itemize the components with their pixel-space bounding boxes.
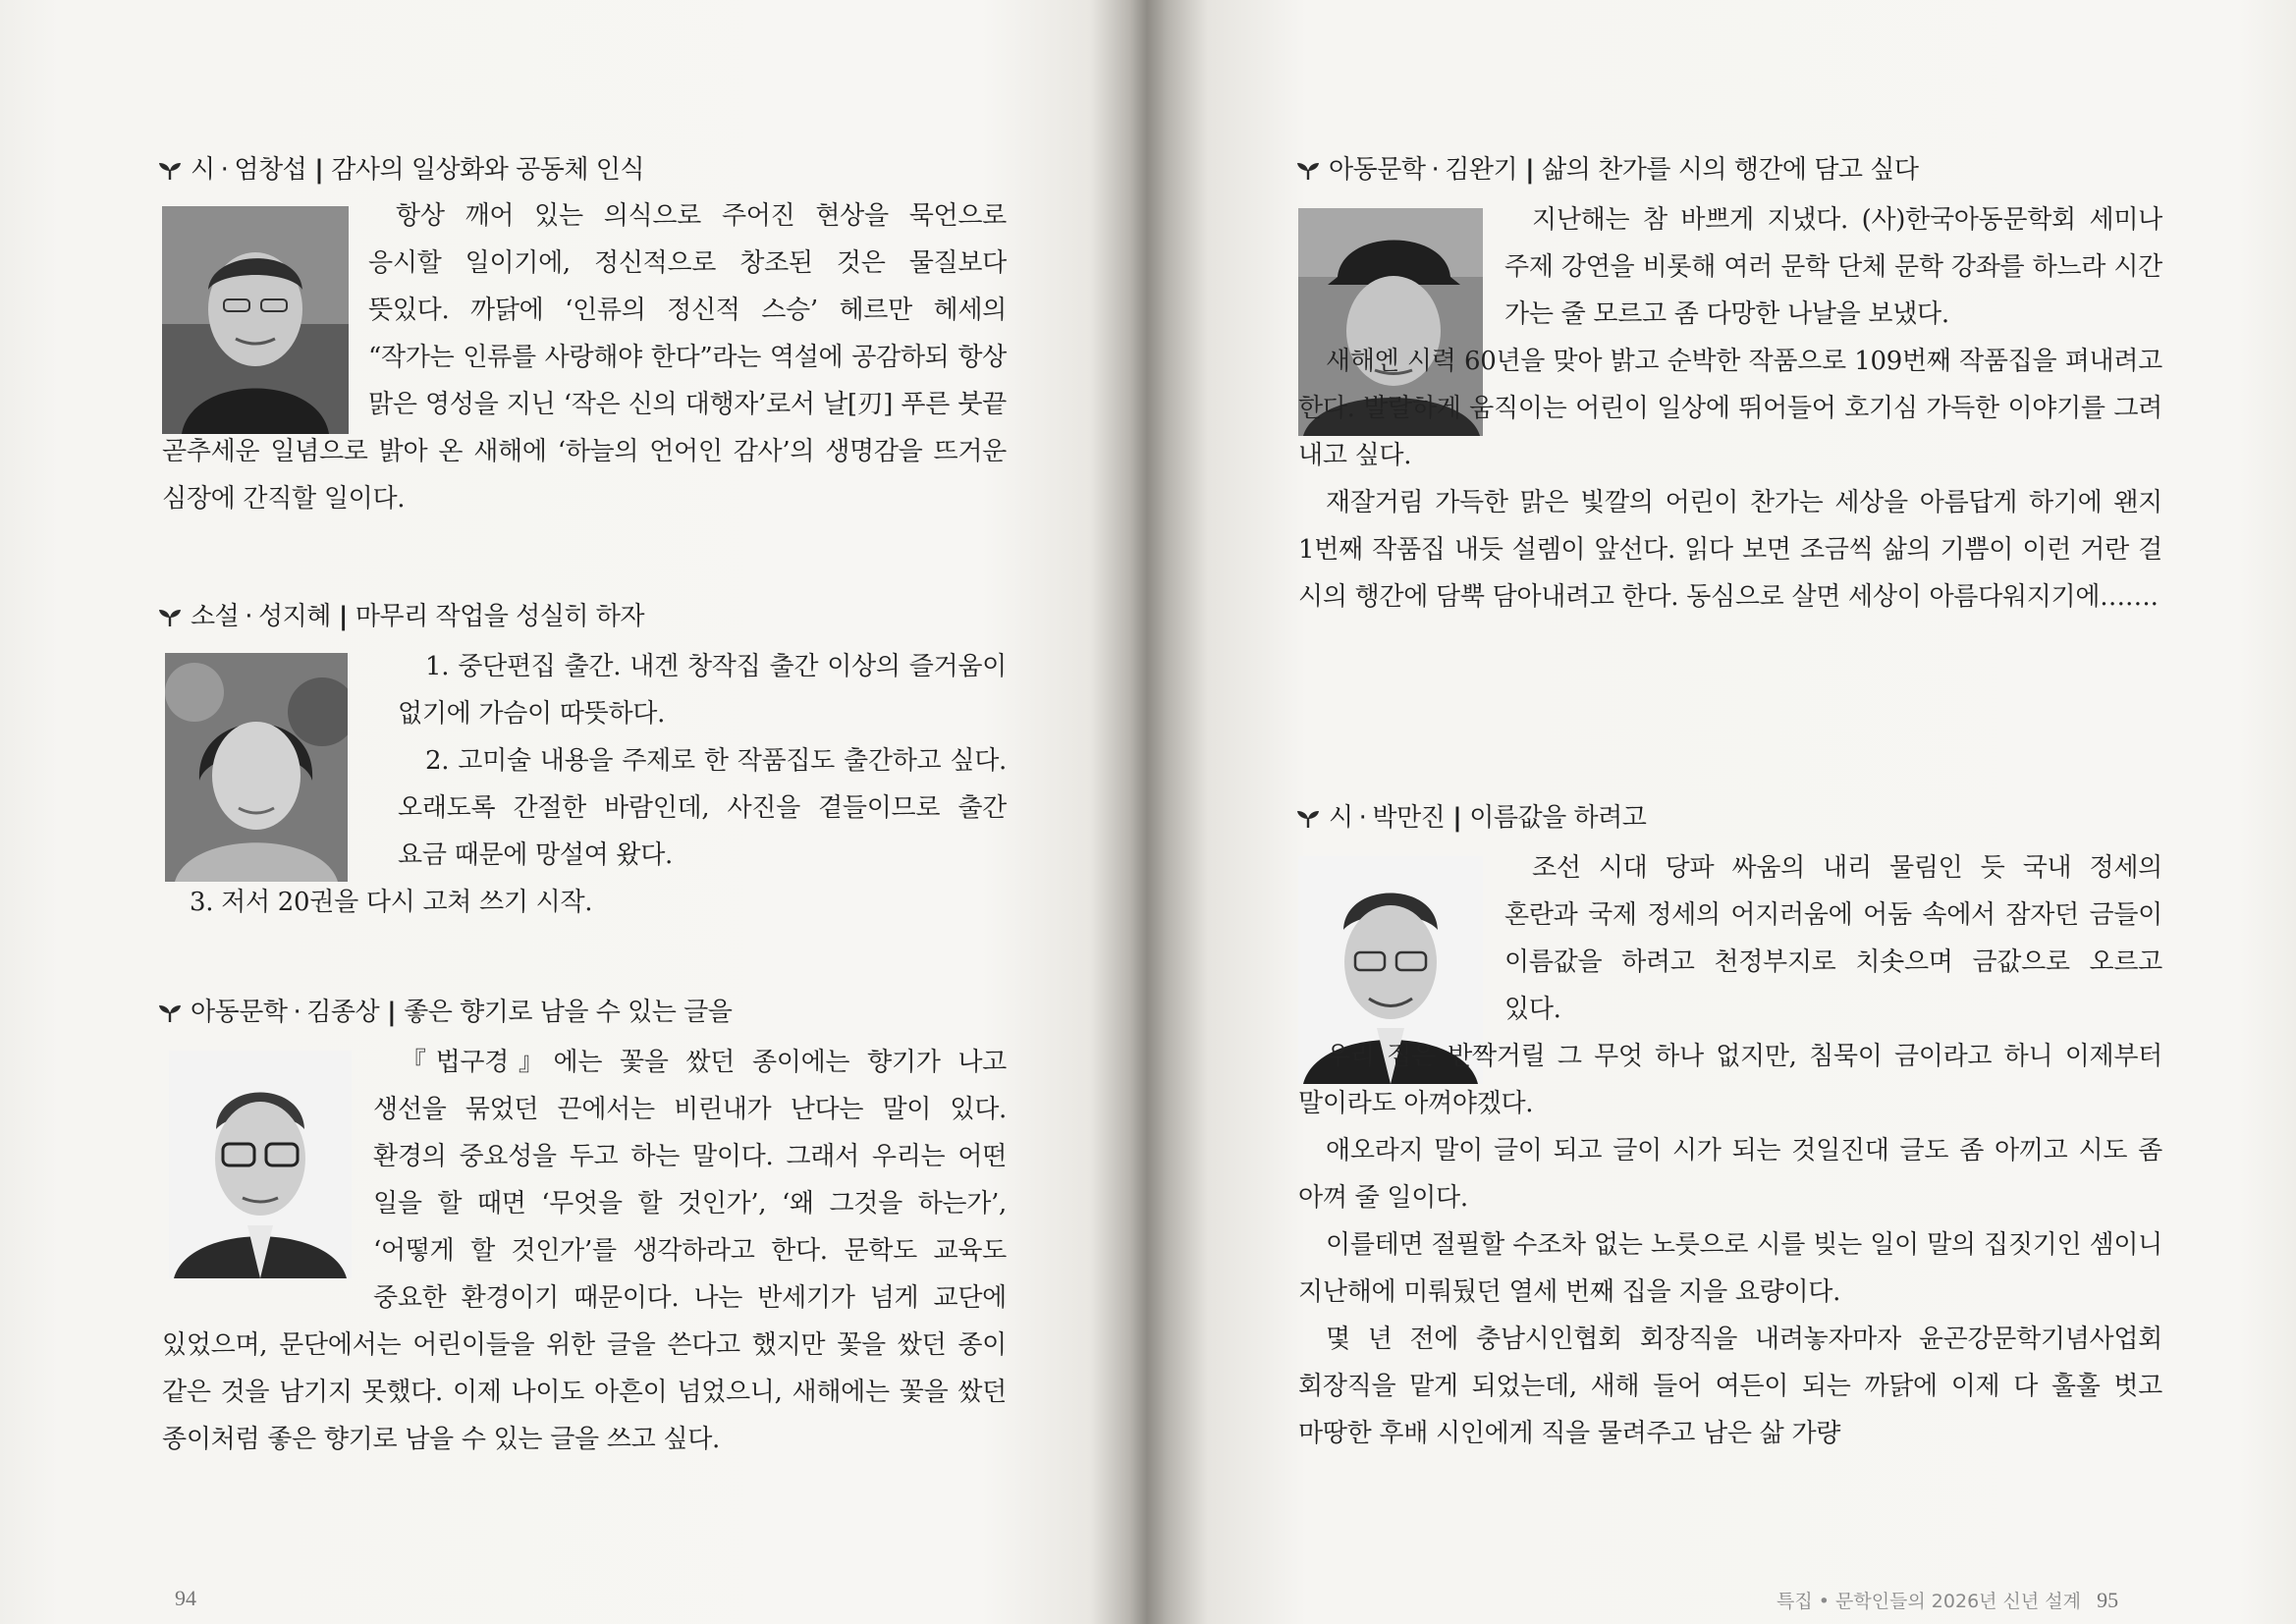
heading-divider: | — [1452, 803, 1462, 833]
list-item: 3. 저서 20권을 다시 고쳐 쓰기 시작. — [190, 888, 593, 917]
running-head-text: 특집 • 문학인들의 2026년 신년 설계 — [1777, 1591, 2082, 1612]
heading-author: 박만진 — [1372, 803, 1446, 833]
paragraph-body: 새해엔 시력 60년을 맞아 밝고 순박한 작품으로 109번째 작품집을 펴내려고 한다. 발랄하게 움직이는 어린이 일상에 뛰어들어 호기심 가득한 이야기를 그려 내고 싶다. — [1298, 347, 2162, 470]
heading-author: 김완기 — [1445, 155, 1518, 185]
section-kim-jongsang — [157, 995, 1011, 1030]
paragraph — [162, 643, 1007, 926]
paragraph-text: 항상 깨어 있는 의식으로 주어진 현상을 묵언으로 응시할 일이기에, 정신적으로 창조된 것은 물질보다 뜻있다. 까닭에 ‘인류의 정신적 스승’ 헤르만 헤세의 “작가는 인류를 사랑해야 한다”라는 역설에 공감하되 항상 맑은 영성을 지닌 ‘작은 신의 대행자’로서 날[刃] 푸른 붓끝 곧추세운 일념으로 밝아 온 새해에 ‘하늘의 언어인 감사’의 생명감을 뜨거운 심장에 간직할 일이다. — [162, 201, 1007, 514]
heading-author: 엄창섭 — [234, 155, 307, 185]
section-heading — [157, 995, 1011, 1030]
heading-title: 이름값을 하려고 — [1469, 803, 1647, 833]
page-number: 95 — [2097, 1588, 2119, 1612]
sprout-icon — [1295, 159, 1321, 181]
section-park-manjin — [1295, 800, 2159, 836]
section-heading — [1295, 800, 2159, 836]
heading-genre: 시 — [191, 155, 215, 185]
paragraph-body: 몇 년 전에 충남시인협회 회장직을 내려놓자마자 윤곤강문학기념사업회 회장직을 맡게 되었는데, 새해 들어 여든이 되는 까닭에 이제 다 훌훌 벗고 마땅한 후배 시인에게 직을 물려주고 남은 삶 가량 — [1298, 1325, 2162, 1448]
heading-title: 좋은 향기로 남을 수 있는 글을 — [404, 998, 733, 1027]
paragraph — [162, 1039, 1007, 1463]
paragraph-text: 『법구경』에는 꽃을 쌌던 종이에는 향기가 나고 생선을 묶었던 끈에서는 비린내가 난다는 말이 있다. 환경의 중요성을 두고 하는 말이다. 그래서 우리는 어떤 일을 할 때면 ‘무엇을 할 것인가’, ‘왜 그것을 하는가’, ‘어떻게 할 것인가’를 생각하라고 한다. 문학도 교육도 중요한 환경이기 때문이다. 나는 반세기가 넘게 교단에 있었으며, 문단에서는 어린이들을 위한 글을 쓴다고 했지만 꽃을 쌌던 종이 같은 것을 남기지 못했다. 이제 나이도 아흔이 넘었으니, 새해에는 꽃을 쌌던 종이처럼 좋은 향기로 남을 수 있는 글을 쓰고 싶다. — [162, 1048, 1007, 1454]
photo-wrap-spacer — [162, 1039, 373, 1276]
heading-author: 성지혜 — [258, 602, 331, 631]
heading-title: 마무리 작업을 성실히 하자 — [355, 602, 644, 631]
list-item: 1. 중단편집 출간. 내겐 창작집 출간 이상의 즐거움이 없기에 가슴이 따뜻하다. — [398, 652, 1007, 729]
sprout-icon — [157, 606, 183, 627]
heading-author: 김종상 — [306, 998, 380, 1027]
section-heading — [1295, 152, 2159, 188]
heading-genre: 시 — [1329, 803, 1353, 833]
section-kim-wangi — [1295, 152, 2159, 188]
paragraph — [1298, 844, 2162, 1457]
heading-dot: · — [220, 155, 229, 185]
heading-divider: | — [387, 998, 397, 1027]
list-item: 2. 고미술 내용을 주제로 한 작품집도 출간하고 싶다. 오래도록 간절한 바람인데, 사진을 곁들이므로 출간 요금 때문에 망설여 왔다. — [398, 746, 1007, 870]
heading-divider: | — [314, 155, 324, 185]
heading-title: 감사의 일상화와 공동체 인식 — [331, 155, 644, 185]
paragraph — [1298, 196, 2162, 621]
heading-dot: · — [1431, 155, 1440, 185]
paragraph-body — [162, 1039, 1007, 1463]
section-heading — [157, 152, 1011, 188]
heading-genre: 소설 — [191, 602, 240, 631]
paragraph-body: 지난해는 참 바쁘게 지냈다. (사)한국아동문학회 세미나 주제 강연을 비롯해 여러 문학 단체 문학 강좌를 하느라 시간 가는 줄 모르고 좀 다망한 나날을 보냈다. — [1504, 205, 2162, 329]
paragraph-body: 우리 집은 반짝거릴 그 무엇 하나 없지만, 침묵이 금이라고 하니 이제부터 말이라도 아껴야겠다. — [1298, 1042, 2162, 1118]
heading-genre: 아동문학 — [1329, 155, 1426, 185]
photo-wrap-spacer — [162, 192, 368, 428]
section-heading — [157, 599, 1011, 634]
paragraph — [162, 192, 1007, 522]
heading-dot: · — [1358, 803, 1367, 833]
heading-genre: 아동문학 — [191, 998, 288, 1027]
paragraph-body: 애오라지 말이 글이 되고 글이 시가 되는 것일진대 글도 좀 아끼고 시도 좀 아껴 줄 일이다. — [1298, 1136, 2162, 1213]
paragraph-body: 조선 시대 당파 싸움의 내리 물림인 듯 국내 정세의 혼란과 국제 정세의 어지러움에 어둠 속에서 잠자던 금들이 이름값을 하려고 천정부지로 치솟으며 금값으로 오르고 있다. — [1504, 853, 2162, 1024]
sprout-icon — [1295, 807, 1321, 829]
heading-divider: | — [1525, 155, 1535, 185]
right-page — [1148, 0, 2296, 1624]
paragraph-body: 이를테면 절필할 수조차 없는 노릇으로 시를 빚는 일이 말의 집짓기인 셈이니 지난해에 미뤄뒀던 열세 번째 집을 지을 요량이다. — [1298, 1230, 2162, 1307]
heading-dot: · — [293, 998, 301, 1027]
paragraph-body: 재잘거림 가득한 맑은 빛깔의 어린이 찬가는 세상을 아름답게 하기에 왠지 1번째 작품집 내듯 설렘이 앞선다. 읽다 보면 조금씩 삶의 기쁨이 이런 거란 걸 시의 행간에 담뿍 담아내려고 한다. 동심으로 살면 세상이 아름다워지기에……. — [1298, 488, 2162, 612]
section-eom-changseop — [157, 152, 1011, 188]
running-head — [1777, 1587, 2118, 1613]
sprout-icon — [157, 159, 183, 181]
section-seong-jihye — [157, 599, 1011, 634]
heading-title: 삶의 찬가를 시의 행간에 담고 싶다 — [1542, 155, 1919, 185]
heading-divider: | — [338, 602, 348, 631]
page-number: 94 — [175, 1586, 196, 1610]
sprout-icon — [157, 1001, 183, 1023]
heading-dot: · — [245, 602, 252, 631]
